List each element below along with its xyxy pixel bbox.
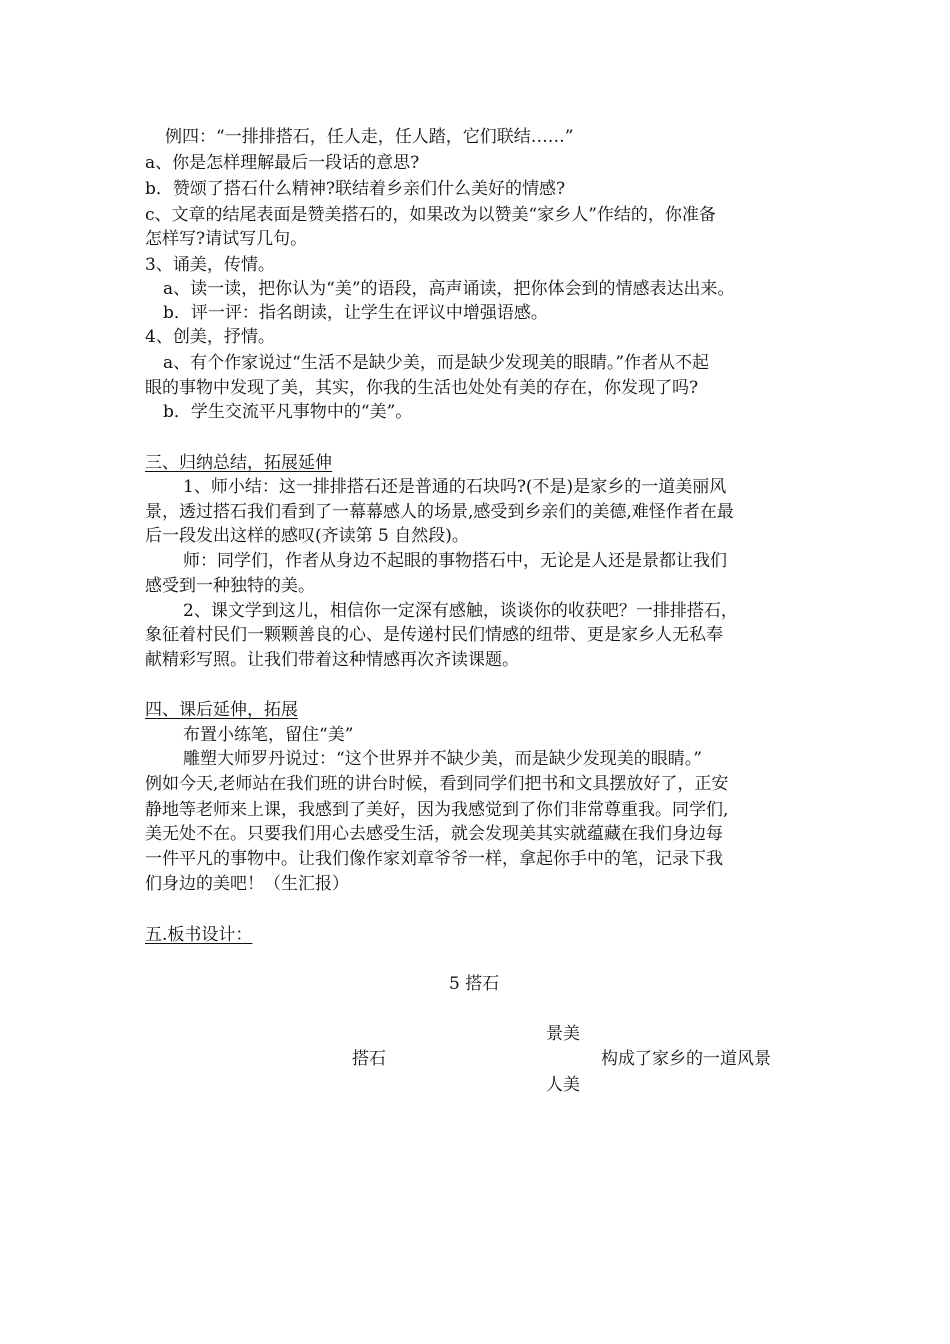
paragraph-line: 感受到一种独特的美。 xyxy=(145,576,315,596)
paragraph-line: 1、师小结：这一排排搭石还是普通的石块吗?(不是)是家乡的一道美丽风 xyxy=(183,477,727,497)
paragraph-line: 怎样写?请试写几句。 xyxy=(145,229,308,249)
board-title: 5 搭石 xyxy=(449,974,500,994)
paragraph-line: 2、课文学到这儿，相信你一定深有感触，谈谈你的收获吧？一排排搭石， xyxy=(183,601,738,621)
paragraph-line: a、你是怎样理解最后一段话的意思? xyxy=(145,153,420,173)
paragraph-line: 一件平凡的事物中。让我们像作家刘章爷爷一样，拿起你手中的笔，记录下我 xyxy=(145,849,723,869)
paragraph-line: 眼的事物中发现了美，其实，你我的生活也处处有美的存在，你发现了吗? xyxy=(145,378,699,398)
paragraph-line: 师：同学们，作者从身边不起眼的事物搭石中，无论是人还是景都让我们 xyxy=(183,551,727,571)
paragraph-line: 雕塑大师罗丹说过：“这个世界并不缺少美，而是缺少发现美的眼睛。” xyxy=(183,749,702,769)
paragraph-line: 例四：“一排排搭石，任人走，任人踏，它们联结……” xyxy=(165,127,574,147)
paragraph-line: 美无处不在。只要我们用心去感受生活，就会发现美其实就蕴藏在我们身边每 xyxy=(145,824,723,844)
paragraph-line: 献精彩写照。让我们带着这种情感再次齐读课题。 xyxy=(145,650,519,670)
section-heading-3: 三、归纳总结，拓展延伸 xyxy=(145,453,332,473)
board-top-item: 景美 xyxy=(546,1024,580,1044)
paragraph-line: 们身边的美吧！（生汇报） xyxy=(145,874,349,894)
paragraph-line: 例如今天,老师站在我们班的讲台时候，看到同学们把书和文具摆放好了，正安 xyxy=(145,774,729,794)
board-right-item: 构成了家乡的一道风景 xyxy=(601,1049,771,1069)
section-heading-4: 四、课后延伸，拓展 xyxy=(145,700,298,720)
paragraph-line: 静地等老师来上课，我感到了美好，因为我感觉到了你们非常尊重我。同学们, xyxy=(145,800,729,820)
paragraph-line: b．评一评：指名朗读，让学生在评议中增强语感。 xyxy=(163,303,548,323)
paragraph-line: a、有个作家说过“生活不是缺少美，而是缺少发现美的眼睛。”作者从不起 xyxy=(163,353,710,373)
paragraph-line: c、文章的结尾表面是赞美搭石的，如果改为以赞美“家乡人”作结的，你准备 xyxy=(145,205,716,225)
paragraph-line: 后一段发出这样的感叹(齐读第 5 自然段)。 xyxy=(145,526,469,546)
board-left-item: 搭石 xyxy=(352,1049,386,1069)
paragraph-line: 象征着村民们一颗颗善良的心、是传递村民们情感的纽带、更是家乡人无私奉 xyxy=(145,625,723,645)
paragraph-line: 景，透过搭石我们看到了一幕幕感人的场景,感受到乡亲们的美德,难怪作者在最 xyxy=(145,502,734,522)
board-bottom-item: 人美 xyxy=(546,1075,580,1095)
paragraph-line: 4、创美，抒情。 xyxy=(145,327,275,347)
paragraph-line: b．赞颂了搭石什么精神?联结着乡亲们什么美好的情感? xyxy=(145,179,566,199)
paragraph-line: 3、诵美，传情。 xyxy=(145,255,275,275)
paragraph-line: a、读一读，把你认为“美”的语段，高声诵读，把你体会到的情感表达出来。 xyxy=(163,279,735,299)
section-heading-5: 五.板书设计： xyxy=(145,925,253,945)
paragraph-line: b．学生交流平凡事物中的“美”。 xyxy=(163,402,413,422)
paragraph-line: 布置小练笔，留住“美” xyxy=(183,725,354,745)
